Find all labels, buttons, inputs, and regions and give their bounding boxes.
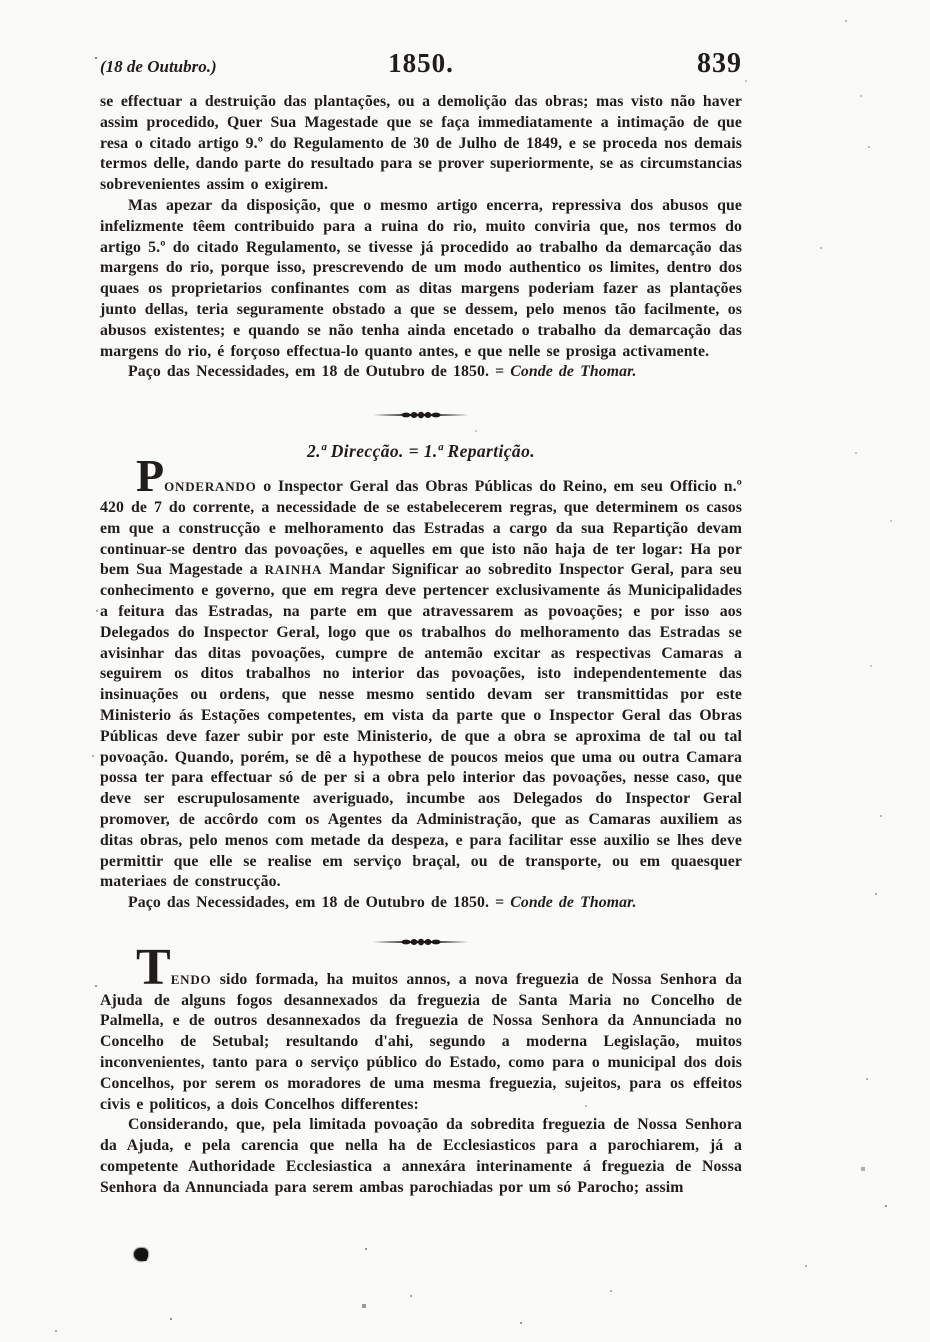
- divider-ornament-icon: [373, 937, 469, 947]
- royal-title: RAINHA: [264, 562, 323, 578]
- divider-ornament-icon: [373, 410, 469, 420]
- initial-word-rest: ONDERANDO: [164, 479, 257, 495]
- decree-estradas-text-after-rainha: Mandar Significar ao sobredito Inspector Geral, para seu conhecimento e governo, que em regra deve pertencer exclusivamente ás Municipalidades a feitura das Estradas, na parte em que atravessarem as povoações; e por isso aos Delegados do Inspector Geral, logo que os trabalhos do melhoramento das Estradas se avisinhar das ditas povoações, cumpre de antemão excitar as respectivas Camaras a seguirem os ditos trabalhos no interior das povoações, isto independentemente das insinuações ou ordens, que nesse mesmo sentido devam ser transmittidas por este Ministerio ás Estações competentes, em vista da parte que o Inspector Geral das Obras Públicas deve fazer subir por este Ministerio, de que a obra se aproxima de tal ou tal povoação. Quando, porém, se dê a hypothese de poucos meios que uma ou outra Camara possa ter para effectuar só de per si a obra pelo interior das povoações, nesse caso, que deve ser escrupulosamente averiguado, incumbe aos Delegados do Inspector Geral promover, de accôrdo com os Agentes da Administração, que as Camaras auxiliem as ditas obras, pelo menos com metade da despeza, e para facilitar esse auxilio se lhes deve permittir que elle se realise em serviço braçal, ou de transporte, ou em quaesquer materiaes de construcção.: [100, 561, 742, 891]
- decree-freguezia-paragraph-1: [100, 938, 742, 1116]
- direction-repartition-heading: 2.ª Direcção. = 1.ª Repartição.: [306, 441, 536, 462]
- decree-freguezia-paragraph-2: Considerando, que, pela limitada povoação da sobredita freguezia de Nossa Senhora da Ajuda, e pela carencia que nella ha de Ecclesiasticos para a parochiarem, já a competente Authoridade Ecclesiastica a annexára interinamente á freguezia de Nossa Senhora da Annunciada para serem ambas parochiadas por um só Parocho; assim: [100, 1116, 742, 1196]
- page-header: [100, 48, 742, 80]
- section-divider: [100, 934, 742, 952]
- decree-rio-continuation-paragraph: se effectuar a destruição das plantações, ou a demolição das obras; mas visto não haver assim procedido, Quer Sua Magestade que se faça immediatamente a intimação de que resa o citado artigo 9.º do Regulamento de 30 de Julho de 1849, e se proceda nos demais termos delle, dando parte do resultado para se prover superiormente, se as circumstancias sobrevenientes assim o exigirem.: [100, 93, 742, 194]
- decree-rio-paragraph-2: Mas apezar da disposição, que o mesmo artigo encerra, repressiva dos abusos que infelizmente têem contribuido para a ruina do rio, muito conviria que, nos termos do artigo 5.º do citado Regulamento, se tivesse já procedido ao trabalho da demarcação das margens do rio, porque isso, prescrevendo de um modo authentico os limites, dentro dos quaes os proprietarios confinantes com as ditas margens poderiam fazer as plantações junto dellas, teria seguramente obstado a que se dessem, pelo menos tão facilmente, os abusos existentes; e quando se não tenha ainda encetado o trabalho da demarcação das margens do rio, é forçoso effectua-lo quanto antes, e que nelle se prosiga activamente.: [100, 196, 742, 360]
- decree-freguezia-text: sido formada, ha muitos annos, a nova freguezia de Nossa Senhora da Ajuda de alguns fogos desannexados da freguezia de Santa Maria no Concelho de Palmella, e de outros desannexados da freguezia de Nossa Senhora da Annunciada no Concelho de Setubal; resultando d'ahi, segundo a moderna Legislação, muitos inconvenientes, tanto para o serviço público do Estado, como para o municipal dos dois Concelhos, por serem os moradores de uma mesma freguezia, sujeitos, para os effeitos civis e politicos, a dois Concelhos differentes:: [100, 970, 742, 1113]
- ink-blot-artifact: [134, 1248, 148, 1261]
- header-date-note: (18 de Outubro.): [100, 57, 217, 76]
- decree-estradas-text-before-rainha: o Inspector Geral das Obras Públicas do Reino, em seu Officio n.º 420 de 7 do corrente, a necessidade de se estabelecerem regras, que determinem os casos em que a construcção e melhoramento das Estradas a cargo da sua Repartição devam continuar-se dentro das povoações, e aquelles em que isto não haja de ter logar: Ha por bem Sua Magestade a: [100, 478, 742, 579]
- header-year: 1850.: [388, 48, 454, 78]
- page-number: 839: [697, 48, 742, 79]
- section-divider: [100, 407, 742, 425]
- drop-cap-t: T: [136, 938, 171, 996]
- scan-noise-speckles: [0, 0, 2, 2]
- initial-word-rest: ENDO: [170, 971, 212, 987]
- signature-name: Conde de Thomar.: [510, 894, 637, 912]
- decree-rio-signature-line: [100, 362, 742, 383]
- drop-cap-p: P: [136, 450, 165, 502]
- signature-name: Conde de Thomar.: [510, 363, 637, 381]
- signature-place-date: Paço das Necessidades, em 18 de Outubro de 1850. =: [128, 363, 505, 381]
- decree-estradas-signature-line: [100, 893, 742, 914]
- signature-place-date: Paço das Necessidades, em 18 de Outubro de 1850. =: [128, 894, 505, 912]
- text-column: [100, 48, 742, 1199]
